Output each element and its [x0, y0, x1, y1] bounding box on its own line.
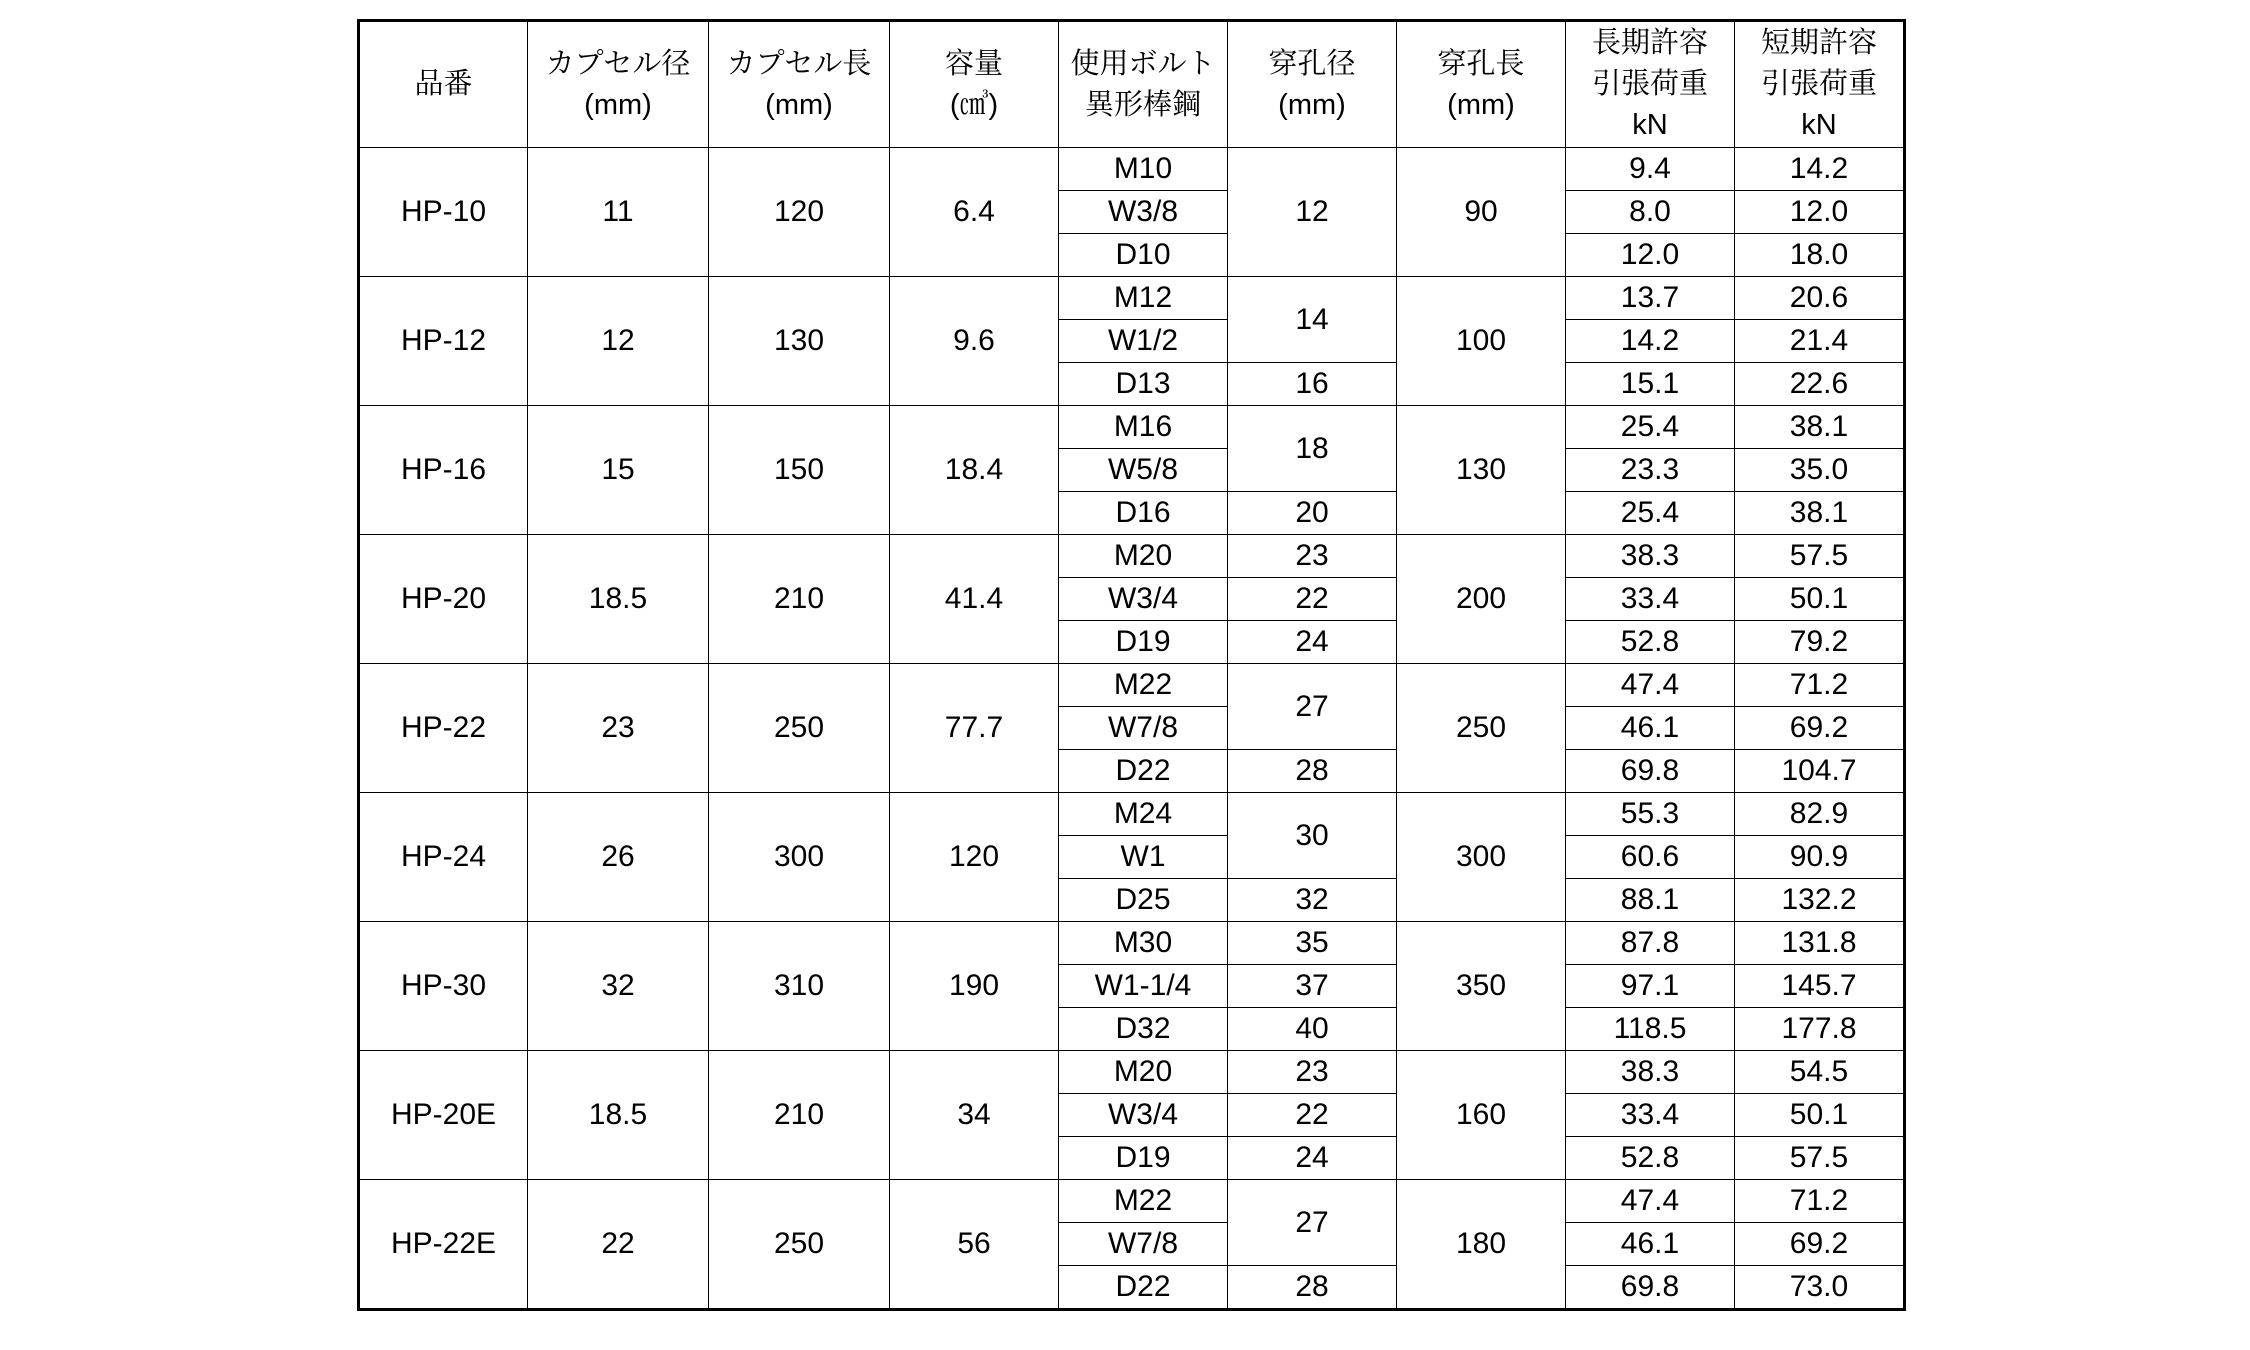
part-number-cell: HP-30 [359, 922, 528, 1051]
part-number-cell: HP-22E [359, 1180, 528, 1310]
bolt-cell: M22 [1059, 664, 1228, 707]
hole-diameter-cell: 30 [1228, 793, 1397, 879]
capsule-length-cell: 210 [709, 1051, 890, 1180]
hole-diameter-cell: 20 [1228, 492, 1397, 535]
long-term-load-cell: 8.0 [1566, 191, 1735, 234]
bolt-cell: M16 [1059, 406, 1228, 449]
capsule-diameter-cell: 23 [528, 664, 709, 793]
hole-diameter-cell: 24 [1228, 621, 1397, 664]
long-term-load-cell: 52.8 [1566, 1137, 1735, 1180]
header-line: 異形棒鋼 [1084, 88, 1201, 121]
long-term-load-cell: 46.1 [1566, 707, 1735, 750]
long-term-load-cell: 97.1 [1566, 965, 1735, 1008]
capsule-diameter-cell: 26 [528, 793, 709, 922]
part-number-cell: HP-12 [359, 277, 528, 406]
bolt-cell: D10 [1059, 234, 1228, 277]
short-term-load-cell: 35.0 [1735, 449, 1905, 492]
header-long-term-tensile-load [1566, 21, 1735, 148]
long-term-load-cell: 47.4 [1566, 664, 1735, 707]
capsule-diameter-cell: 11 [528, 148, 709, 277]
capsule-diameter-cell: 22 [528, 1180, 709, 1310]
header-line: 長期許容 [1591, 27, 1708, 59]
bolt-cell: D13 [1059, 363, 1228, 406]
table-row [359, 148, 1905, 191]
header-short-term-tensile-load [1735, 21, 1905, 148]
bolt-cell: M22 [1059, 1180, 1228, 1223]
long-term-load-cell: 69.8 [1566, 1266, 1735, 1310]
short-term-load-cell: 69.2 [1735, 707, 1905, 750]
long-term-load-cell: 23.3 [1566, 449, 1735, 492]
header-bolt-rebar [1059, 21, 1228, 148]
bolt-cell: M24 [1059, 793, 1228, 836]
short-term-load-cell: 14.2 [1735, 148, 1905, 191]
short-term-load-cell: 82.9 [1735, 793, 1905, 836]
header-line: 穿孔長 [1437, 47, 1525, 80]
header-line: (mm) [1278, 88, 1346, 121]
hole-diameter-cell: 18 [1228, 406, 1397, 492]
table-row [359, 1051, 1905, 1094]
long-term-load-cell: 52.8 [1566, 621, 1735, 664]
short-term-load-cell: 50.1 [1735, 578, 1905, 621]
bolt-cell: D25 [1059, 879, 1228, 922]
capsule-length-cell: 250 [709, 1180, 890, 1310]
capsule-diameter-cell: 18.5 [528, 535, 709, 664]
hole-length-cell: 300 [1397, 793, 1566, 922]
long-term-load-cell: 118.5 [1566, 1008, 1735, 1051]
table-row [359, 922, 1905, 965]
short-term-load-cell: 38.1 [1735, 492, 1905, 535]
volume-cell: 9.6 [890, 277, 1059, 406]
long-term-load-cell: 12.0 [1566, 234, 1735, 277]
header-hole-diameter [1228, 21, 1397, 148]
long-term-load-cell: 15.1 [1566, 363, 1735, 406]
hole-diameter-cell: 27 [1228, 1180, 1397, 1266]
short-term-load-cell: 79.2 [1735, 621, 1905, 664]
bolt-cell: W3/4 [1059, 578, 1228, 621]
bolt-cell: D22 [1059, 750, 1228, 793]
capsule-diameter-cell: 15 [528, 406, 709, 535]
capsule-length-cell: 210 [709, 535, 890, 664]
volume-cell: 77.7 [890, 664, 1059, 793]
hole-diameter-cell: 22 [1228, 1094, 1397, 1137]
hole-diameter-cell: 14 [1228, 277, 1397, 363]
long-term-load-cell: 88.1 [1566, 879, 1735, 922]
hole-diameter-cell: 28 [1228, 750, 1397, 793]
header-row [359, 21, 1905, 148]
hole-diameter-cell: 22 [1228, 578, 1397, 621]
header-line: 穿孔径 [1268, 47, 1356, 80]
volume-cell: 41.4 [890, 535, 1059, 664]
header-line: カプセル径 [545, 47, 691, 80]
table-header [359, 21, 1905, 148]
hole-length-cell: 180 [1397, 1180, 1566, 1310]
short-term-load-cell: 21.4 [1735, 320, 1905, 363]
volume-cell: 120 [890, 793, 1059, 922]
bolt-cell: M20 [1059, 1051, 1228, 1094]
hole-length-cell: 90 [1397, 148, 1566, 277]
capsule-length-cell: 300 [709, 793, 890, 922]
part-number-cell: HP-20E [359, 1051, 528, 1180]
short-term-load-cell: 73.0 [1735, 1266, 1905, 1310]
hole-diameter-cell: 32 [1228, 879, 1397, 922]
header-line: (mm) [1447, 88, 1515, 121]
short-term-load-cell: 145.7 [1735, 965, 1905, 1008]
short-term-load-cell: 57.5 [1735, 1137, 1905, 1180]
hole-diameter-cell: 24 [1228, 1137, 1397, 1180]
part-number-cell: HP-24 [359, 793, 528, 922]
header-line: 短期許容 [1760, 27, 1877, 59]
long-term-load-cell: 25.4 [1566, 406, 1735, 449]
capsule-length-cell: 250 [709, 664, 890, 793]
short-term-load-cell: 50.1 [1735, 1094, 1905, 1137]
hole-diameter-cell: 40 [1228, 1008, 1397, 1051]
table-row [359, 406, 1905, 449]
short-term-load-cell: 132.2 [1735, 879, 1905, 922]
bolt-cell: W1 [1059, 836, 1228, 879]
bolt-cell: M30 [1059, 922, 1228, 965]
short-term-load-cell: 20.6 [1735, 277, 1905, 320]
short-term-load-cell: 69.2 [1735, 1223, 1905, 1266]
hole-length-cell: 200 [1397, 535, 1566, 664]
bolt-cell: W1/2 [1059, 320, 1228, 363]
hole-diameter-cell: 27 [1228, 664, 1397, 750]
short-term-load-cell: 131.8 [1735, 922, 1905, 965]
hole-length-cell: 250 [1397, 664, 1566, 793]
bolt-cell: D16 [1059, 492, 1228, 535]
short-term-load-cell: 104.7 [1735, 750, 1905, 793]
hole-diameter-cell: 12 [1228, 148, 1397, 277]
header-line: 容量 [944, 47, 1003, 80]
hole-length-cell: 100 [1397, 277, 1566, 406]
hole-diameter-cell: 23 [1228, 535, 1397, 578]
header-line: (mm) [765, 88, 833, 121]
bolt-cell: D19 [1059, 1137, 1228, 1180]
bolt-cell: W7/8 [1059, 707, 1228, 750]
capsule-diameter-cell: 18.5 [528, 1051, 709, 1180]
bolt-cell: W5/8 [1059, 449, 1228, 492]
table-row [359, 535, 1905, 578]
volume-cell: 18.4 [890, 406, 1059, 535]
capsule-length-cell: 150 [709, 406, 890, 535]
capsule-diameter-cell: 32 [528, 922, 709, 1051]
long-term-load-cell: 38.3 [1566, 535, 1735, 578]
long-term-load-cell: 14.2 [1566, 320, 1735, 363]
table-row [359, 793, 1905, 836]
long-term-load-cell: 60.6 [1566, 836, 1735, 879]
header-line: 引張荷重 [1591, 68, 1708, 100]
part-number-cell: HP-16 [359, 406, 528, 535]
header-line: 使用ボルト [1070, 47, 1216, 80]
part-number-cell: HP-10 [359, 148, 528, 277]
header-capsule-diameter [528, 21, 709, 148]
hole-diameter-cell: 28 [1228, 1266, 1397, 1310]
volume-cell: 6.4 [890, 148, 1059, 277]
table-body [359, 148, 1905, 1310]
long-term-load-cell: 25.4 [1566, 492, 1735, 535]
long-term-load-cell: 87.8 [1566, 922, 1735, 965]
long-term-load-cell: 33.4 [1566, 578, 1735, 621]
header-line: 品番 [414, 68, 473, 100]
short-term-load-cell: 71.2 [1735, 1180, 1905, 1223]
long-term-load-cell: 9.4 [1566, 148, 1735, 191]
long-term-load-cell: 33.4 [1566, 1094, 1735, 1137]
capsule-diameter-cell: 12 [528, 277, 709, 406]
hole-diameter-cell: 23 [1228, 1051, 1397, 1094]
header-hole-length [1397, 21, 1566, 148]
short-term-load-cell: 90.9 [1735, 836, 1905, 879]
capsule-length-cell: 130 [709, 277, 890, 406]
short-term-load-cell: 71.2 [1735, 664, 1905, 707]
header-volume [890, 21, 1059, 148]
header-line: カプセル長 [726, 47, 872, 80]
hole-diameter-cell: 35 [1228, 922, 1397, 965]
bolt-cell: W7/8 [1059, 1223, 1228, 1266]
hole-diameter-cell: 37 [1228, 965, 1397, 1008]
header-line: (mm) [584, 88, 652, 121]
header-part-number [359, 21, 528, 148]
short-term-load-cell: 57.5 [1735, 535, 1905, 578]
hole-length-cell: 350 [1397, 922, 1566, 1051]
table-row [359, 664, 1905, 707]
volume-cell: 56 [890, 1180, 1059, 1310]
long-term-load-cell: 13.7 [1566, 277, 1735, 320]
long-term-load-cell: 47.4 [1566, 1180, 1735, 1223]
bolt-cell: M20 [1059, 535, 1228, 578]
short-term-load-cell: 12.0 [1735, 191, 1905, 234]
part-number-cell: HP-20 [359, 535, 528, 664]
table-row [359, 277, 1905, 320]
header-line: kN [1801, 109, 1837, 141]
bolt-cell: W1-1/4 [1059, 965, 1228, 1008]
bolt-cell: D19 [1059, 621, 1228, 664]
bolt-cell: D32 [1059, 1008, 1228, 1051]
bolt-cell: W3/4 [1059, 1094, 1228, 1137]
long-term-load-cell: 46.1 [1566, 1223, 1735, 1266]
bolt-cell: M10 [1059, 148, 1228, 191]
hole-length-cell: 130 [1397, 406, 1566, 535]
short-term-load-cell: 54.5 [1735, 1051, 1905, 1094]
header-line: (㎤) [949, 88, 999, 121]
bolt-cell: M12 [1059, 277, 1228, 320]
long-term-load-cell: 69.8 [1566, 750, 1735, 793]
capsule-length-cell: 120 [709, 148, 890, 277]
short-term-load-cell: 177.8 [1735, 1008, 1905, 1051]
anchor-spec-table [357, 19, 1906, 1311]
header-line: kN [1632, 109, 1668, 141]
short-term-load-cell: 38.1 [1735, 406, 1905, 449]
volume-cell: 34 [890, 1051, 1059, 1180]
short-term-load-cell: 18.0 [1735, 234, 1905, 277]
short-term-load-cell: 22.6 [1735, 363, 1905, 406]
table-row [359, 1180, 1905, 1223]
long-term-load-cell: 55.3 [1566, 793, 1735, 836]
long-term-load-cell: 38.3 [1566, 1051, 1735, 1094]
part-number-cell: HP-22 [359, 664, 528, 793]
hole-diameter-cell: 16 [1228, 363, 1397, 406]
volume-cell: 190 [890, 922, 1059, 1051]
hole-length-cell: 160 [1397, 1051, 1566, 1180]
header-line: 引張荷重 [1760, 68, 1877, 100]
bolt-cell: W3/8 [1059, 191, 1228, 234]
capsule-length-cell: 310 [709, 922, 890, 1051]
header-capsule-length [709, 21, 890, 148]
bolt-cell: D22 [1059, 1266, 1228, 1310]
